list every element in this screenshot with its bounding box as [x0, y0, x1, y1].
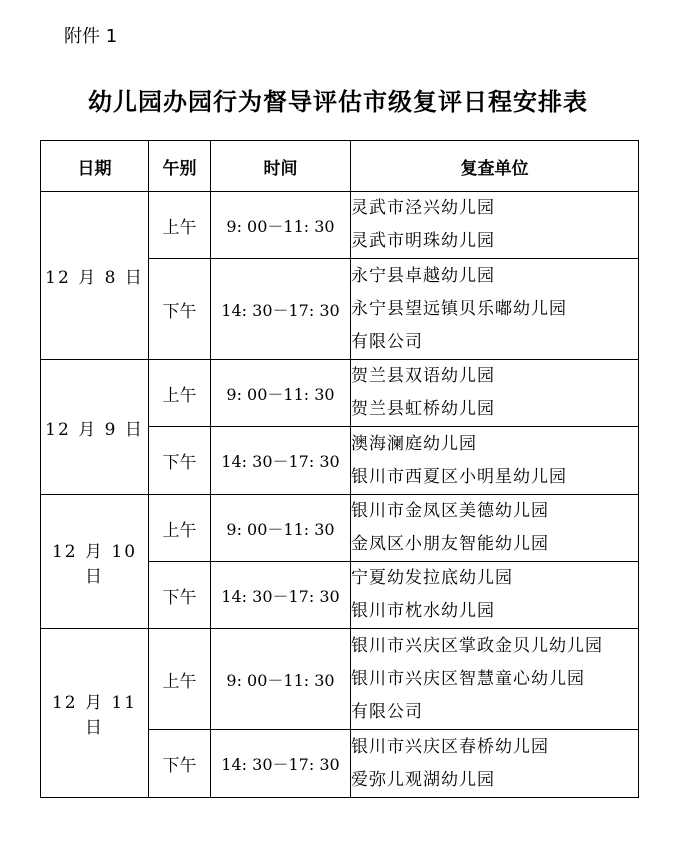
units-cell	[351, 495, 639, 562]
unit-name: 银川市金凤区美德幼儿园	[351, 501, 549, 521]
unit-name: 有限公司	[351, 331, 423, 352]
period-cell: 下午	[149, 259, 211, 360]
unit-name: 灵武市泾兴幼儿园	[351, 198, 495, 218]
header-date: 日期	[41, 141, 149, 192]
period-cell: 上午	[149, 192, 211, 259]
header-time: 时间	[211, 141, 351, 192]
unit-name: 银川市兴庆区春桥幼儿园	[351, 736, 549, 757]
unit-name: 银川市兴庆区掌政金贝儿幼儿园	[351, 635, 603, 656]
date-cell: 12 月 10 日	[41, 495, 149, 629]
table-row	[41, 192, 639, 259]
header-units: 复查单位	[351, 141, 639, 192]
units-cell	[351, 629, 639, 730]
unit-name: 金凤区小朋友智能幼儿园	[351, 534, 549, 554]
table-row	[41, 360, 639, 427]
unit-name: 永宁县望远镇贝乐嘟幼儿园	[351, 298, 567, 319]
time-cell: 14: 30－17: 30	[211, 562, 351, 629]
date-cell: 12 月 11 日	[41, 629, 149, 798]
date-cell: 12 月 8 日	[41, 192, 149, 360]
time-cell: 14: 30－17: 30	[211, 259, 351, 360]
units-cell	[351, 562, 639, 629]
units-cell	[351, 730, 639, 798]
period-cell: 下午	[149, 427, 211, 495]
attachment-label: 附件 1	[64, 26, 118, 47]
unit-name: 爱弥儿观湖幼儿园	[351, 769, 495, 790]
unit-name: 贺兰县虹桥幼儿园	[351, 399, 495, 419]
time-cell: 9: 00－11: 30	[211, 629, 351, 730]
period-cell: 下午	[149, 730, 211, 798]
document-title: 幼儿园办园行为督导评估市级复评日程安排表	[88, 88, 588, 116]
period-cell: 上午	[149, 360, 211, 427]
schedule-table	[40, 140, 639, 798]
unit-name: 永宁县卓越幼儿园	[351, 265, 495, 286]
unit-name: 澳海澜庭幼儿园	[351, 433, 477, 454]
unit-name: 有限公司	[351, 701, 423, 722]
header-row	[41, 141, 639, 192]
table-row	[41, 629, 639, 730]
time-cell: 9: 00－11: 30	[211, 360, 351, 427]
unit-name: 宁夏幼发拉底幼儿园	[351, 568, 513, 588]
time-cell: 9: 00－11: 30	[211, 192, 351, 259]
units-cell	[351, 259, 639, 360]
unit-name: 银川市兴庆区智慧童心幼儿园	[351, 668, 585, 689]
time-cell: 14: 30－17: 30	[211, 730, 351, 798]
time-cell: 14: 30－17: 30	[211, 427, 351, 495]
unit-name: 灵武市明珠幼儿园	[351, 231, 495, 251]
units-cell	[351, 192, 639, 259]
unit-name: 银川市西夏区小明星幼儿园	[351, 466, 567, 487]
period-cell: 上午	[149, 629, 211, 730]
date-cell: 12 月 9 日	[41, 360, 149, 495]
period-cell: 上午	[149, 495, 211, 562]
units-cell	[351, 360, 639, 427]
units-cell	[351, 427, 639, 495]
table-row	[41, 495, 639, 562]
header-period: 午别	[149, 141, 211, 192]
time-cell: 9: 00－11: 30	[211, 495, 351, 562]
unit-name: 贺兰县双语幼儿园	[351, 366, 495, 386]
period-cell: 下午	[149, 562, 211, 629]
unit-name: 银川市枕水幼儿园	[351, 601, 495, 621]
